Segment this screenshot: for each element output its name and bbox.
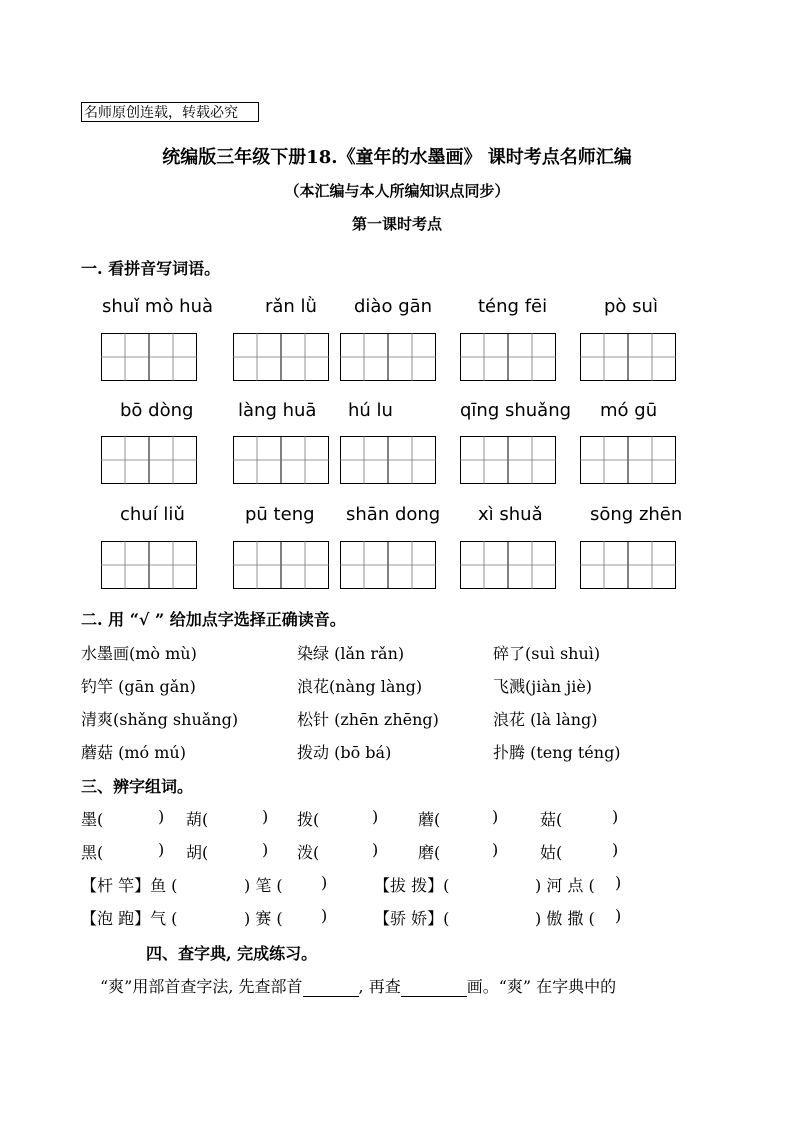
pronunciation-item[interactable]: 浪花 (là làng)	[493, 710, 598, 729]
pronunciation-item[interactable]: 拨动 (bō bá)	[297, 743, 392, 762]
pronunciation-item[interactable]: 扑腾 (teng téng)	[493, 743, 621, 762]
writing-grid-box[interactable]	[233, 436, 329, 484]
word-building-part: 黑(	[81, 843, 104, 862]
pronunciation-item[interactable]: 松针 (zhēn zhēng)	[297, 710, 439, 729]
pronunciation-item[interactable]: 清爽(shǎng shuǎng)	[81, 710, 239, 729]
writing-grid-box[interactable]	[101, 541, 197, 589]
word-building-part: )	[612, 840, 619, 859]
section-4-heading: 四、查字典, 完成练习。	[146, 944, 318, 963]
pronunciation-item[interactable]: 染绿 (lǎn rǎn)	[297, 644, 405, 663]
pinyin-label: làng huā	[238, 400, 317, 421]
writing-grid-box[interactable]	[460, 541, 556, 589]
pinyin-label: chuí liǔ	[120, 504, 185, 525]
word-building-part: )	[321, 873, 328, 892]
word-building-part: 蘑(	[418, 810, 441, 829]
word-building-part: 墨(	[81, 810, 104, 829]
pinyin-label: mó gū	[600, 400, 658, 421]
writing-grid-box[interactable]	[460, 333, 556, 381]
writing-grid-box[interactable]	[340, 436, 436, 484]
writing-grid-box[interactable]	[580, 541, 676, 589]
radical-blank[interactable]	[303, 980, 359, 997]
word-building-part: )	[615, 906, 622, 925]
writing-grid-box[interactable]	[580, 436, 676, 484]
writing-grid-box[interactable]	[101, 436, 197, 484]
pinyin-label: rǎn lǜ	[265, 296, 317, 317]
writing-grid-box[interactable]	[233, 333, 329, 381]
page-title: 统编版三年级下册18.《童年的水墨画》 课时考点名师汇编	[162, 147, 632, 168]
pronunciation-item[interactable]: 蘑菇 (mó mú)	[81, 743, 186, 762]
dictionary-text-b: , 再查	[358, 977, 401, 996]
word-building-part: 菇(	[540, 810, 563, 829]
section-2-heading: 二. 用 “√ ” 给加点字选择正确读音。	[81, 610, 346, 629]
pinyin-label: téng fēi	[478, 296, 548, 317]
pinyin-label: pò suì	[604, 296, 658, 317]
pronunciation-item[interactable]: 浪花(nàng làng)	[297, 677, 423, 696]
word-building-part: 磨(	[418, 843, 441, 862]
pinyin-label: bō dòng	[120, 400, 194, 421]
word-building-part: 葫(	[186, 810, 209, 829]
subtitle: （本汇编与本人所编知识点同步）	[284, 182, 510, 200]
copyright-stamp: 名师原创连载，转载必究	[81, 102, 259, 122]
word-building-part: 【拔 拨】(	[374, 876, 450, 895]
word-building-part: )	[372, 840, 379, 859]
word-building-part: )	[262, 807, 269, 826]
word-building-part: 【骄 娇】(	[374, 909, 450, 928]
word-building-part: 【泡 跑】气 (	[81, 909, 178, 928]
pinyin-label: xì shuǎ	[478, 504, 543, 525]
word-building-part: 拨(	[297, 810, 320, 829]
word-building-part: ) 傲 撒 (	[535, 909, 595, 928]
word-building-part: 胡(	[186, 843, 209, 862]
word-building-part: 【杆 竿】鱼 (	[81, 876, 178, 895]
word-building-part: ) 笔 (	[244, 876, 283, 895]
pinyin-label: hú lu	[348, 400, 393, 421]
writing-grid-box[interactable]	[460, 436, 556, 484]
pinyin-label: shuǐ mò huà	[102, 296, 214, 317]
word-building-part: )	[492, 807, 499, 826]
pronunciation-item[interactable]: 钓竿 (gān gǎn)	[81, 677, 196, 696]
word-building-part: ) 赛 (	[244, 909, 283, 928]
dictionary-text-a: “爽”用部首查字法, 先查部首	[100, 977, 303, 996]
pinyin-label: sōng zhēn	[590, 504, 683, 525]
stroke-count-blank[interactable]	[401, 980, 467, 997]
word-building-part: 泼(	[297, 843, 320, 862]
word-building-part: )	[158, 807, 165, 826]
word-building-part: )	[262, 840, 269, 859]
word-building-part: )	[158, 840, 165, 859]
word-building-part: )	[612, 807, 619, 826]
section-3-heading: 三、辨字组词。	[81, 777, 194, 796]
lesson-heading: 第一课时考点	[351, 215, 442, 233]
word-building-part: )	[372, 807, 379, 826]
pinyin-label: pū teng	[245, 504, 315, 525]
word-building-part: 姑(	[540, 843, 563, 862]
word-building-part: )	[492, 840, 499, 859]
dictionary-exercise	[100, 974, 616, 997]
pinyin-label: qīng shuǎng	[460, 400, 572, 421]
writing-grid-box[interactable]	[101, 333, 197, 381]
pinyin-label: shān dong	[346, 504, 441, 525]
word-building-part: )	[615, 873, 622, 892]
writing-grid-box[interactable]	[580, 333, 676, 381]
dictionary-text-c: 画。“爽” 在字典中的	[466, 977, 617, 996]
word-building-part: ) 河 点 (	[535, 876, 595, 895]
pronunciation-item[interactable]: 飞溅(jiàn jiè)	[493, 677, 593, 696]
section-1-heading: 一. 看拼音写词语。	[81, 259, 221, 278]
word-building-part: )	[321, 906, 328, 925]
writing-grid-box[interactable]	[340, 541, 436, 589]
pronunciation-item[interactable]: 水墨画(mò mù)	[81, 644, 197, 663]
pinyin-label: diào gān	[354, 296, 433, 317]
writing-grid-box[interactable]	[233, 541, 329, 589]
writing-grid-box[interactable]	[340, 333, 436, 381]
pronunciation-item[interactable]: 碎了(suì shuì)	[493, 644, 601, 663]
